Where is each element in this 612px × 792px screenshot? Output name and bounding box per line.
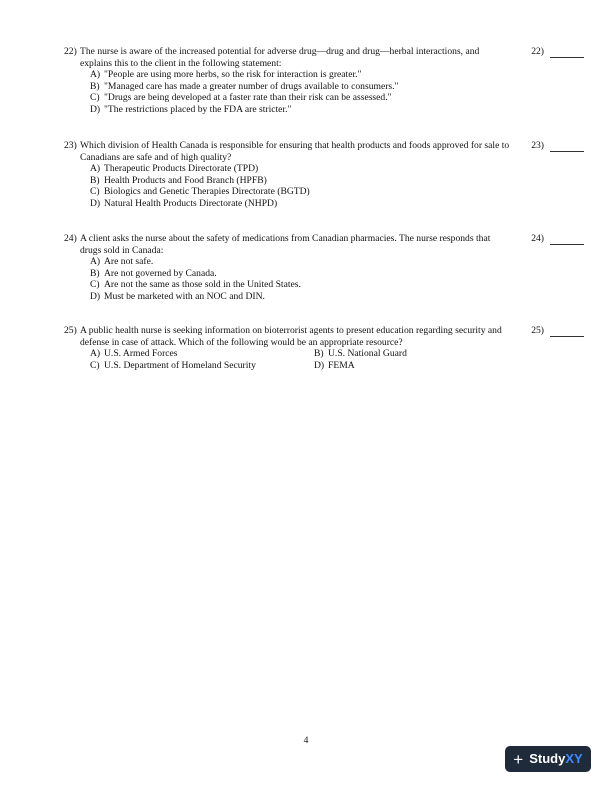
option-text: U.S. Armed Forces xyxy=(104,348,178,360)
answer-slot[interactable] xyxy=(531,325,584,337)
answer-number: 23) xyxy=(531,140,544,151)
answer-blank[interactable] xyxy=(550,142,584,152)
option-c[interactable] xyxy=(90,186,584,198)
option-letter: C) xyxy=(90,92,100,104)
option-text: Are not the same as those sold in the United States. xyxy=(104,279,301,291)
option-letter: B) xyxy=(90,267,100,279)
question-number: 25) xyxy=(64,325,77,336)
options-list xyxy=(90,69,584,115)
answer-slot[interactable] xyxy=(531,46,584,58)
option-text: U.S. Department of Homeland Security xyxy=(104,359,256,371)
options-list xyxy=(90,348,584,371)
options-list xyxy=(90,256,584,302)
option-letter: B) xyxy=(90,174,100,186)
question-24 xyxy=(64,233,584,303)
question-number: 24) xyxy=(64,233,77,244)
option-text: Must be marketed with an NOC and DIN. xyxy=(104,290,265,302)
answer-slot[interactable] xyxy=(531,233,584,245)
option-letter: C) xyxy=(90,359,100,371)
option-text: "People are using more herbs, so the risk for interaction is greater." xyxy=(104,69,362,81)
option-b[interactable] xyxy=(90,81,584,93)
option-letter: C) xyxy=(90,186,100,198)
question-number: 23) xyxy=(64,140,77,151)
answer-number: 25) xyxy=(531,325,544,336)
option-text: Natural Health Products Directorate (NHPD) xyxy=(104,197,278,209)
option-letter: D) xyxy=(314,359,325,371)
option-text: U.S. National Guard xyxy=(328,348,407,360)
answer-blank[interactable] xyxy=(550,235,584,245)
question-stem: The nurse is aware of the increased potential for adverse drug—drug and drug—herbal interactions, and explains this to the client in the following statement: xyxy=(80,46,480,69)
page-number: 4 xyxy=(303,735,309,746)
option-letter: B) xyxy=(90,80,100,92)
option-letter: D) xyxy=(90,290,101,302)
option-b[interactable] xyxy=(314,348,538,360)
option-letter: A) xyxy=(90,163,101,175)
option-d[interactable] xyxy=(90,291,584,303)
option-text: Therapeutic Products Directorate (TPD) xyxy=(104,163,259,175)
option-a[interactable] xyxy=(90,163,584,175)
option-b[interactable] xyxy=(90,268,584,280)
option-text: Biologics and Genetic Therapies Directorate (BGTD) xyxy=(104,186,310,198)
question-stem: A public health nurse is seeking information on bioterrorist agents to present education regarding security and defense in case of attack. Which of the following would be an appropriate resource? xyxy=(80,325,502,348)
option-c[interactable] xyxy=(90,279,584,291)
option-c[interactable] xyxy=(90,360,314,372)
option-d[interactable] xyxy=(314,360,538,372)
answer-blank[interactable] xyxy=(550,48,584,58)
question-stem: A client asks the nurse about the safety of medications from Canadian pharmacies. The nurse responds that drugs sold in Canada: xyxy=(80,233,491,256)
studyxy-badge[interactable] xyxy=(505,746,591,772)
question-25 xyxy=(64,325,584,371)
option-text: "The restrictions placed by the FDA are stricter." xyxy=(104,103,292,115)
options-list xyxy=(90,163,584,209)
option-text: "Drugs are being developed at a faster rate than their risk can be assessed." xyxy=(104,92,392,104)
option-b[interactable] xyxy=(90,175,584,187)
brand-main: Study xyxy=(529,751,566,767)
option-text: Are not safe. xyxy=(104,256,154,268)
option-letter: A) xyxy=(90,69,101,81)
answer-number: 24) xyxy=(531,233,544,244)
option-letter: D) xyxy=(90,197,101,209)
answer-slot[interactable] xyxy=(531,140,584,152)
question-22 xyxy=(64,46,584,116)
option-letter: D) xyxy=(90,103,101,115)
option-text: "Managed care has made a greater number of drugs available to consumers." xyxy=(104,80,399,92)
answer-blank[interactable] xyxy=(550,327,584,337)
brand-accent: XY xyxy=(565,751,583,767)
option-a[interactable] xyxy=(90,256,584,268)
option-text: Health Products and Food Branch (HPFB) xyxy=(104,174,267,186)
option-text: FEMA xyxy=(328,359,355,371)
option-d[interactable] xyxy=(90,198,584,210)
option-a[interactable] xyxy=(90,348,314,360)
plus-icon: + xyxy=(513,749,524,769)
option-c[interactable] xyxy=(90,92,584,104)
option-text: Are not governed by Canada. xyxy=(104,267,217,279)
option-a[interactable] xyxy=(90,69,584,81)
question-23 xyxy=(64,140,584,210)
option-d[interactable] xyxy=(90,104,584,116)
question-stem: Which division of Health Canada is responsible for ensuring that health products and foods approved for sale to Canadians are safe and of high quality? xyxy=(80,140,510,163)
option-letter: A) xyxy=(90,256,101,268)
answer-number: 22) xyxy=(531,46,544,57)
option-letter: C) xyxy=(90,279,100,291)
option-letter: A) xyxy=(90,348,101,360)
option-letter: B) xyxy=(314,348,324,360)
question-number: 22) xyxy=(64,46,77,57)
